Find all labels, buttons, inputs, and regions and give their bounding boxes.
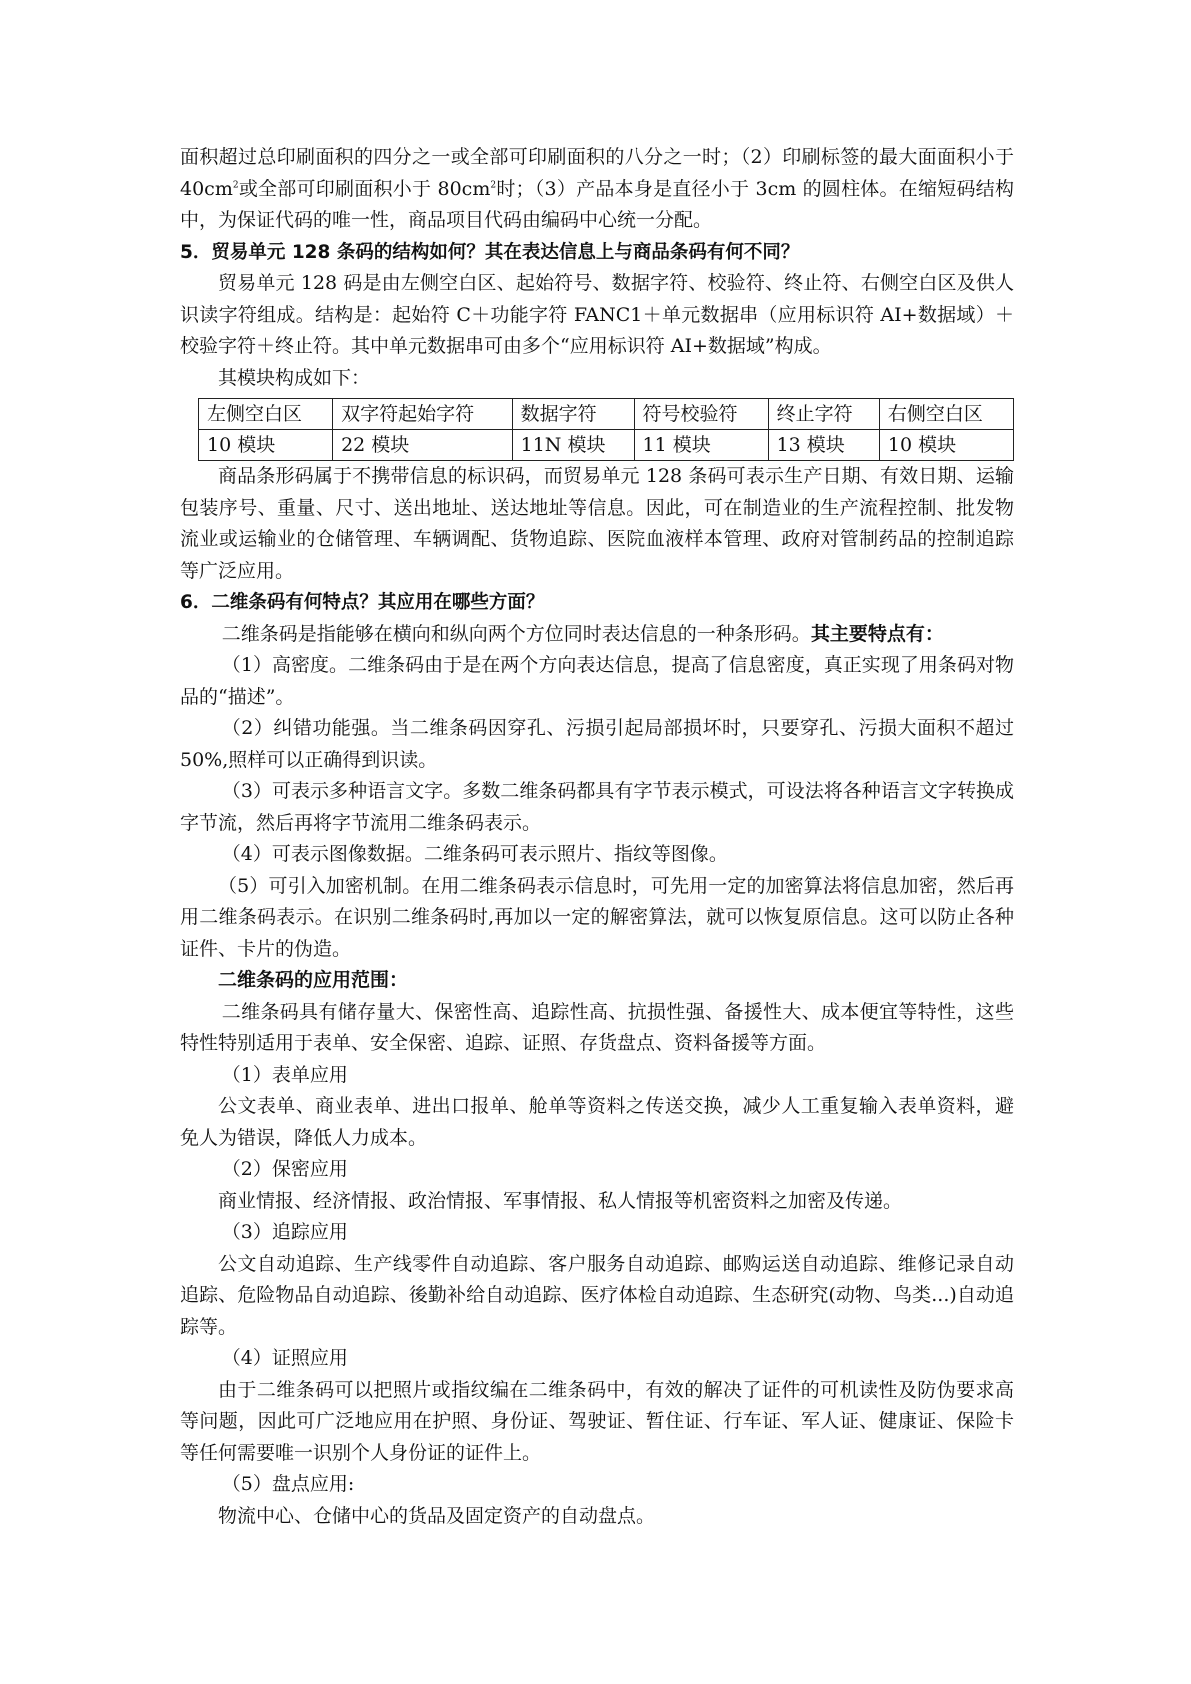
superscript: 2 — [490, 180, 497, 191]
table-cell: 22 模块 — [333, 430, 513, 461]
application-text: 公文表单、商业表单、进出口报单、舱单等资料之传送交换，减少人工重复输入表单资料，避免人为错误，降低人力成本。 — [180, 1095, 1014, 1149]
question-5-heading: 5．贸易单元 128 条码的结构如何？其在表达信息上与商品条码有何不同？ — [180, 241, 800, 263]
table-cell: 10 模块 — [199, 430, 333, 461]
application-subheading: （2）保密应用 — [221, 1158, 348, 1180]
application-subheading: （4）证照应用 — [221, 1347, 348, 1369]
application-heading: 二维条码的应用范围： — [218, 969, 409, 991]
table-cell: 数据字符 — [512, 399, 634, 430]
table-cell: 右侧空白区 — [879, 399, 1013, 430]
question-6-heading: 6．二维条码有何特点？其应用在哪些方面？ — [180, 592, 545, 613]
module-intro: 其模块构成如下： — [218, 366, 371, 389]
application-subheading: （1）表单应用 — [221, 1063, 348, 1086]
table-cell: 终止字符 — [768, 399, 879, 430]
feature-item: （4）可表示图像数据。二维条码可表示照片、指纹等图像。 — [221, 843, 728, 865]
table-header-row — [199, 399, 1014, 430]
table-cell: 左侧空白区 — [199, 399, 333, 430]
application-text: 公文自动追踪、生产线零件自动追踪、客户服务自动追踪、邮购运送自动追踪、维修记录自动追踪、危险物品自动追踪、後勤补给自动追踪、医疗体检自动追踪、生态研究(动物、鸟类...)自动追踪等。 — [180, 1252, 1014, 1338]
application-text: 由于二维条码可以把照片或指纹编在二维条码中，有效的解决了证件的可机读性及防伪要求高等问题，因此可广泛地应用在护照、身份证、驾驶证、暂住证、行车证、军人证、健康证、保险卡等任何需要唯一识别个人身份证的证件上。 — [180, 1378, 1014, 1464]
table-row — [199, 430, 1014, 461]
module-table — [198, 398, 1014, 461]
application-text: 物流中心、仓储中心的货品及固定资产的自动盘点。 — [218, 1504, 656, 1527]
application-subheading: （3）追踪应用 — [221, 1221, 348, 1243]
feature-item: （3）可表示多种语言文字。多数二维条码都具有字节表示模式，可设法将各种语言文字转换成字节流，然后再将字节流用二维条码表示。 — [180, 780, 1014, 834]
table-cell: 符号校验符 — [634, 399, 768, 430]
application-text: 商业情报、经济情报、政治情报、军事情报、私人情报等机密资料之加密及传递。 — [218, 1189, 903, 1212]
text-run: 时；（3）产品本身是直径小于 3cm 的圆柱体。在缩短码结构中，为保证代码的唯一性，商品项目代码由编码中心统一分配。 — [180, 177, 1014, 231]
text-run: 面积超过总印刷面积的四分之一或全部可印刷面积的八分之一时；（2）印刷标签的最大面面积小于 40cm — [180, 146, 1014, 200]
table-cell: 11N 模块 — [512, 430, 634, 461]
feature-item: （5）可引入加密机制。在用二维条码表示信息时，可先用一定的加密算法将信息加密，然后再用二维条码表示。在识别二维条码时,再加以一定的解密算法，就可以恢复原信息。这可以防止各种证件、卡片的伪造。 — [180, 874, 1014, 960]
paragraph-continued — [180, 142, 1014, 237]
text-run: 二维条码是指能够在横向和纵向两个方位同时表达信息的一种条形码。 — [221, 622, 811, 645]
answer-5-paragraph: 贸易单元 128 码是由左侧空白区、起始符号、数据字符、校验符、终止符、右侧空白区及供人识读字符组成。结构是：起始符 C＋功能字符 FANC1＋单元数据串（应用标识符 AI+数据域）＋校验字符＋终止符。其中单元数据串可由多个“应用标识符 AI+数据域”构成。 — [180, 272, 1014, 357]
table-cell: 13 模块 — [768, 430, 879, 461]
table-cell: 11 模块 — [634, 430, 768, 461]
table-cell: 双字符起始字符 — [333, 399, 513, 430]
feature-item: （2）纠错功能强。当二维条码因穿孔、污损引起局部损坏时，只要穿孔、污损大面积不超过 50%,照样可以正确得到识读。 — [180, 717, 1014, 771]
text-run: 或全部可印刷面积小于 80cm — [238, 177, 491, 200]
application-intro: 二维条码具有储存量大、保密性高、追踪性高、抗损性强、备援性大、成本便宜等特性，这些特性特别适用于表单、安全保密、追踪、证照、存货盘点、资料备援等方面。 — [180, 1000, 1014, 1054]
superscript: 2 — [232, 180, 239, 191]
bold-text-run: 其主要特点有： — [810, 622, 944, 645]
application-subheading: （5）盘点应用: — [221, 1473, 355, 1495]
feature-item: （1）高密度。二维条码由于是在两个方向表达信息，提高了信息密度，真正实现了用条码对物品的“描述”。 — [180, 654, 1014, 708]
answer-5-comparison: 商品条形码属于不携带信息的标识码，而贸易单元 128 条码可表示生产日期、有效日期、运输包装序号、重量、尺寸、送出地址、送达地址等信息。因此，可在制造业的生产流程控制、批发物流业或运输业的仓储管理、车辆调配、货物追踪、医院血液样本管理、政府对管制药品的控制追踪等广泛应用。 — [180, 465, 1014, 582]
answer-6-intro — [180, 619, 1014, 651]
document-page — [180, 142, 1014, 1532]
table-cell: 10 模块 — [879, 430, 1013, 461]
